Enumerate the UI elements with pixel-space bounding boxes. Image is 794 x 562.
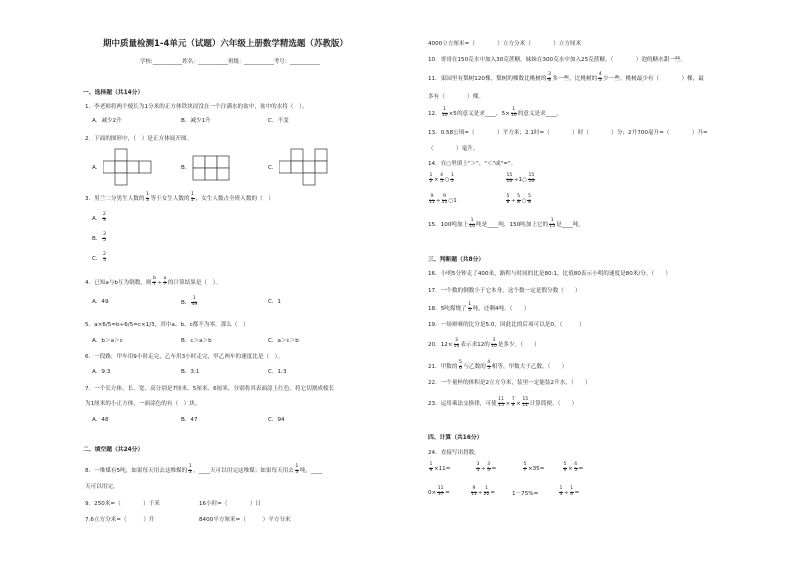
q7-option-a: A．48 xyxy=(92,417,109,423)
cube-net-b xyxy=(192,155,242,185)
q1-option-c: C．不变 xyxy=(268,118,289,124)
q13-line2: （ ）毫升。 xyxy=(428,146,479,152)
q7-option-b: B．47 xyxy=(181,417,198,423)
q4-option-b: B． $\frac{1}{49}$ xyxy=(181,296,198,307)
q2-label-a: A． xyxy=(92,165,102,171)
q13-line1: 13．0.58公顷=（ ）平方米；2.1时=（ ）时（ ）分；2升700毫升=（ ）升= xyxy=(428,130,708,136)
q17-text: 17．一个数的倒数小于它本身，这个数一定是假分数（ ） xyxy=(428,288,581,294)
q12-text: 12． $\frac{1}{10}$ ×5的意义是求____，5× $\frac{1}{10}$ 的意义是求____。 xyxy=(428,107,563,118)
q22-text: 22．一个量杯的体积是2立方分米，装里一定能装2升水。（ ） xyxy=(428,380,591,386)
q24-text: 24．直接写出得数。 xyxy=(428,450,480,456)
cube-net-c xyxy=(279,148,329,188)
q4-option-a: A．49 xyxy=(92,299,109,305)
q8-text: 8．一堆煤有5吨，如果每天用去这堆煤的 $\frac{1}{3}$ ，____天可以用完这堆煤；如果每天用去 $\frac{1}{3}$ 吨，____ xyxy=(85,464,323,475)
calc-1: $\frac{1}{9}$ ×11= xyxy=(429,462,451,473)
q3-option-b: B． $\frac{3}{5}$ xyxy=(92,232,106,243)
q14-item-1: $\frac{1}{2}$ × $\frac{4}{5}$ ○ $\frac{1}{2}$ xyxy=(429,173,454,184)
q9-e: 4000立方厘米=（ ）立方分米（ ）立方厘米 xyxy=(428,41,582,47)
q2-label-c: C． xyxy=(268,165,278,171)
q8-line2: 天可以用完。 xyxy=(85,484,119,490)
q7-line1: 7．一个长方体，长、宽、高分别是7厘米、5厘米、6厘米，分别将其表面涂上红色，将它切割成棱长 xyxy=(85,386,335,392)
q5-text: 5．a×6/5=b÷6/5=c×1/3，其中a、b、c都不为零，那么（ ） xyxy=(85,322,249,328)
q15-text: 15．100吨加上 $\frac{1}{10}$ 吨是____吨，150吨加上它的 $\frac{1}{15}$ 是____吨。 xyxy=(428,218,585,229)
calc-4: $\frac{5}{9}$ × $\frac{4}{5}$ = xyxy=(563,462,584,473)
calc-3: $\frac{5}{7}$ ×35= xyxy=(523,462,545,473)
q3-option-a: A． $\frac{2}{3}$ xyxy=(92,212,106,223)
q6-option-c: C．1:3 xyxy=(268,369,287,375)
q9-b: 16小时=（ ）日 xyxy=(199,501,262,507)
q11-line2: 多有（ ）棵。 xyxy=(428,94,484,100)
calc-7: 1－75%= xyxy=(512,491,539,497)
q1-option-a: A．减少2升 xyxy=(92,118,122,124)
q20-text: 20．12× $\frac{3}{10}$ 表示求12的 $\frac{3}{10}$ 是多少。（ ） xyxy=(428,338,540,349)
q6-text: 6．一段路，甲车用9小时走完，乙车用3小时走完，甲乙两车的速度比是（ ）。 xyxy=(85,354,284,360)
q4-text: 4．已知a与b互为倒数，则 $\frac{b}{7}$ ÷ $\frac{a}{7}$ 的计算结果是（ ）。 xyxy=(85,276,222,287)
q3-option-c: C． $\frac{2}{5}$ xyxy=(92,252,106,263)
cube-net-a xyxy=(103,148,153,188)
q2-text: 2．下面的图形中，（ ）是正方体展开图。 xyxy=(85,136,193,142)
q5-option-a: A．b＞a＞c xyxy=(92,338,123,344)
q3-text: 3．男兰二分男生人数的 $\frac{1}{3}$ 等于女生人数的 $\frac{1}{2}$ ，女生人数占全班人数的（ ） xyxy=(85,192,274,203)
section-fill-heading: 二、填空题（共24分） xyxy=(83,447,144,453)
q18-text: 18．5吨煤烧了 $\frac{1}{5}$ 吨，还剩4吨。（ ） xyxy=(428,302,530,313)
q14-item-3: $\frac{9}{11}$ ÷ $\frac{9}{11}$ ○1 xyxy=(429,194,457,205)
section-calc-heading: 四、计算（共16分） xyxy=(428,435,483,441)
q5-option-c: C．a＞c＞b xyxy=(268,338,299,344)
q9-d: 8400平方厘米=（ ）平方分米 xyxy=(199,517,291,523)
q11-text: 11．果园里有梨树120棵，梨树的棵数比桃树的 $\frac{3}{8}$ 多一些，比桃树的 $\frac{4}{5}$ 少一些。桃树最少有（ ）棵，最 xyxy=(428,72,704,83)
q5-option-b: B．c＞a＞b xyxy=(181,338,212,344)
q1-text: 1．李老师将两个棱长为1分米的正方体铁块浸没在一个注满水的盆中，盆中的水将（ ）。 xyxy=(85,104,308,110)
q7-line2: 为1厘米的小正方体，一面涂色的有（ ）块。 xyxy=(85,401,201,407)
calc-5: 0× $\frac{11}{37}$ = xyxy=(428,486,450,497)
q14-heading: 14．在○里填上"＞"、"＜"或"="。 xyxy=(428,161,517,167)
q6-option-a: A．9:3 xyxy=(92,369,111,375)
q6-option-b: B．3:1 xyxy=(181,369,200,375)
q19-text: 19．一场辩赛的比分是5:0，因此比的后项可以是0。（ ） xyxy=(428,322,585,328)
student-info-line: 学校:___________姓名：___________班级：___________考号：___________ xyxy=(140,59,320,65)
q10-text: 10．哥哥在150克水中加入30克蔗糖，妹妹在300克水中加入25克蔗糖，（ ）泡的糖水甜一些。 xyxy=(428,57,687,63)
section-judge-heading: 三、判断题（共8分） xyxy=(428,257,485,263)
q9-a: 9．250米=（ ）千米 xyxy=(85,501,160,507)
q2-label-b: B． xyxy=(181,165,191,171)
page-title: 期中质量检测1-4单元（试题）六年级上册数学精选题（苏教版） xyxy=(103,39,348,49)
q23-text: 23．运用乘法交换律，可使 $\frac{11}{15}$ × $\frac{7}{4}$ × $\frac{15}{11}$ 计算简便。（ ） xyxy=(428,397,578,408)
q21-text: 21．甲数的 $\frac{5}{6}$ 与乙数的 $\frac{4}{5}$ 相等，甲数大于乙数。（ ） xyxy=(428,360,568,371)
calc-8: $\frac{1}{3}$ ÷ $\frac{1}{4}$ = xyxy=(559,486,580,497)
q14-item-4: $\frac{5}{8}$ ÷ $\frac{5}{8}$ ○ $\frac{5}{8}$ xyxy=(506,194,531,205)
section-choice-heading: 一、选择题（共14分） xyxy=(83,90,144,96)
q1-option-b: B．减少1升 xyxy=(181,118,211,124)
q9-c: 7.6立方分米=（ ）升 xyxy=(85,517,155,523)
calc-2: $\frac{3}{5}$ ÷ $\frac{3}{5}$ = xyxy=(476,462,497,473)
q14-item-2: $\frac{15}{16}$ ÷1○ $\frac{15}{16}$ xyxy=(506,173,535,184)
calc-6: $\frac{9}{11}$ ÷ $\frac{1}{22}$ = xyxy=(471,486,496,497)
q16-text: 16．小明5分钟走了400米，路程与时间的比是80:1，比值80表示小明的速度是80米/分。（ ） xyxy=(428,271,672,277)
q7-option-c: C．94 xyxy=(268,417,285,423)
q4-option-c: C．1 xyxy=(268,299,282,305)
